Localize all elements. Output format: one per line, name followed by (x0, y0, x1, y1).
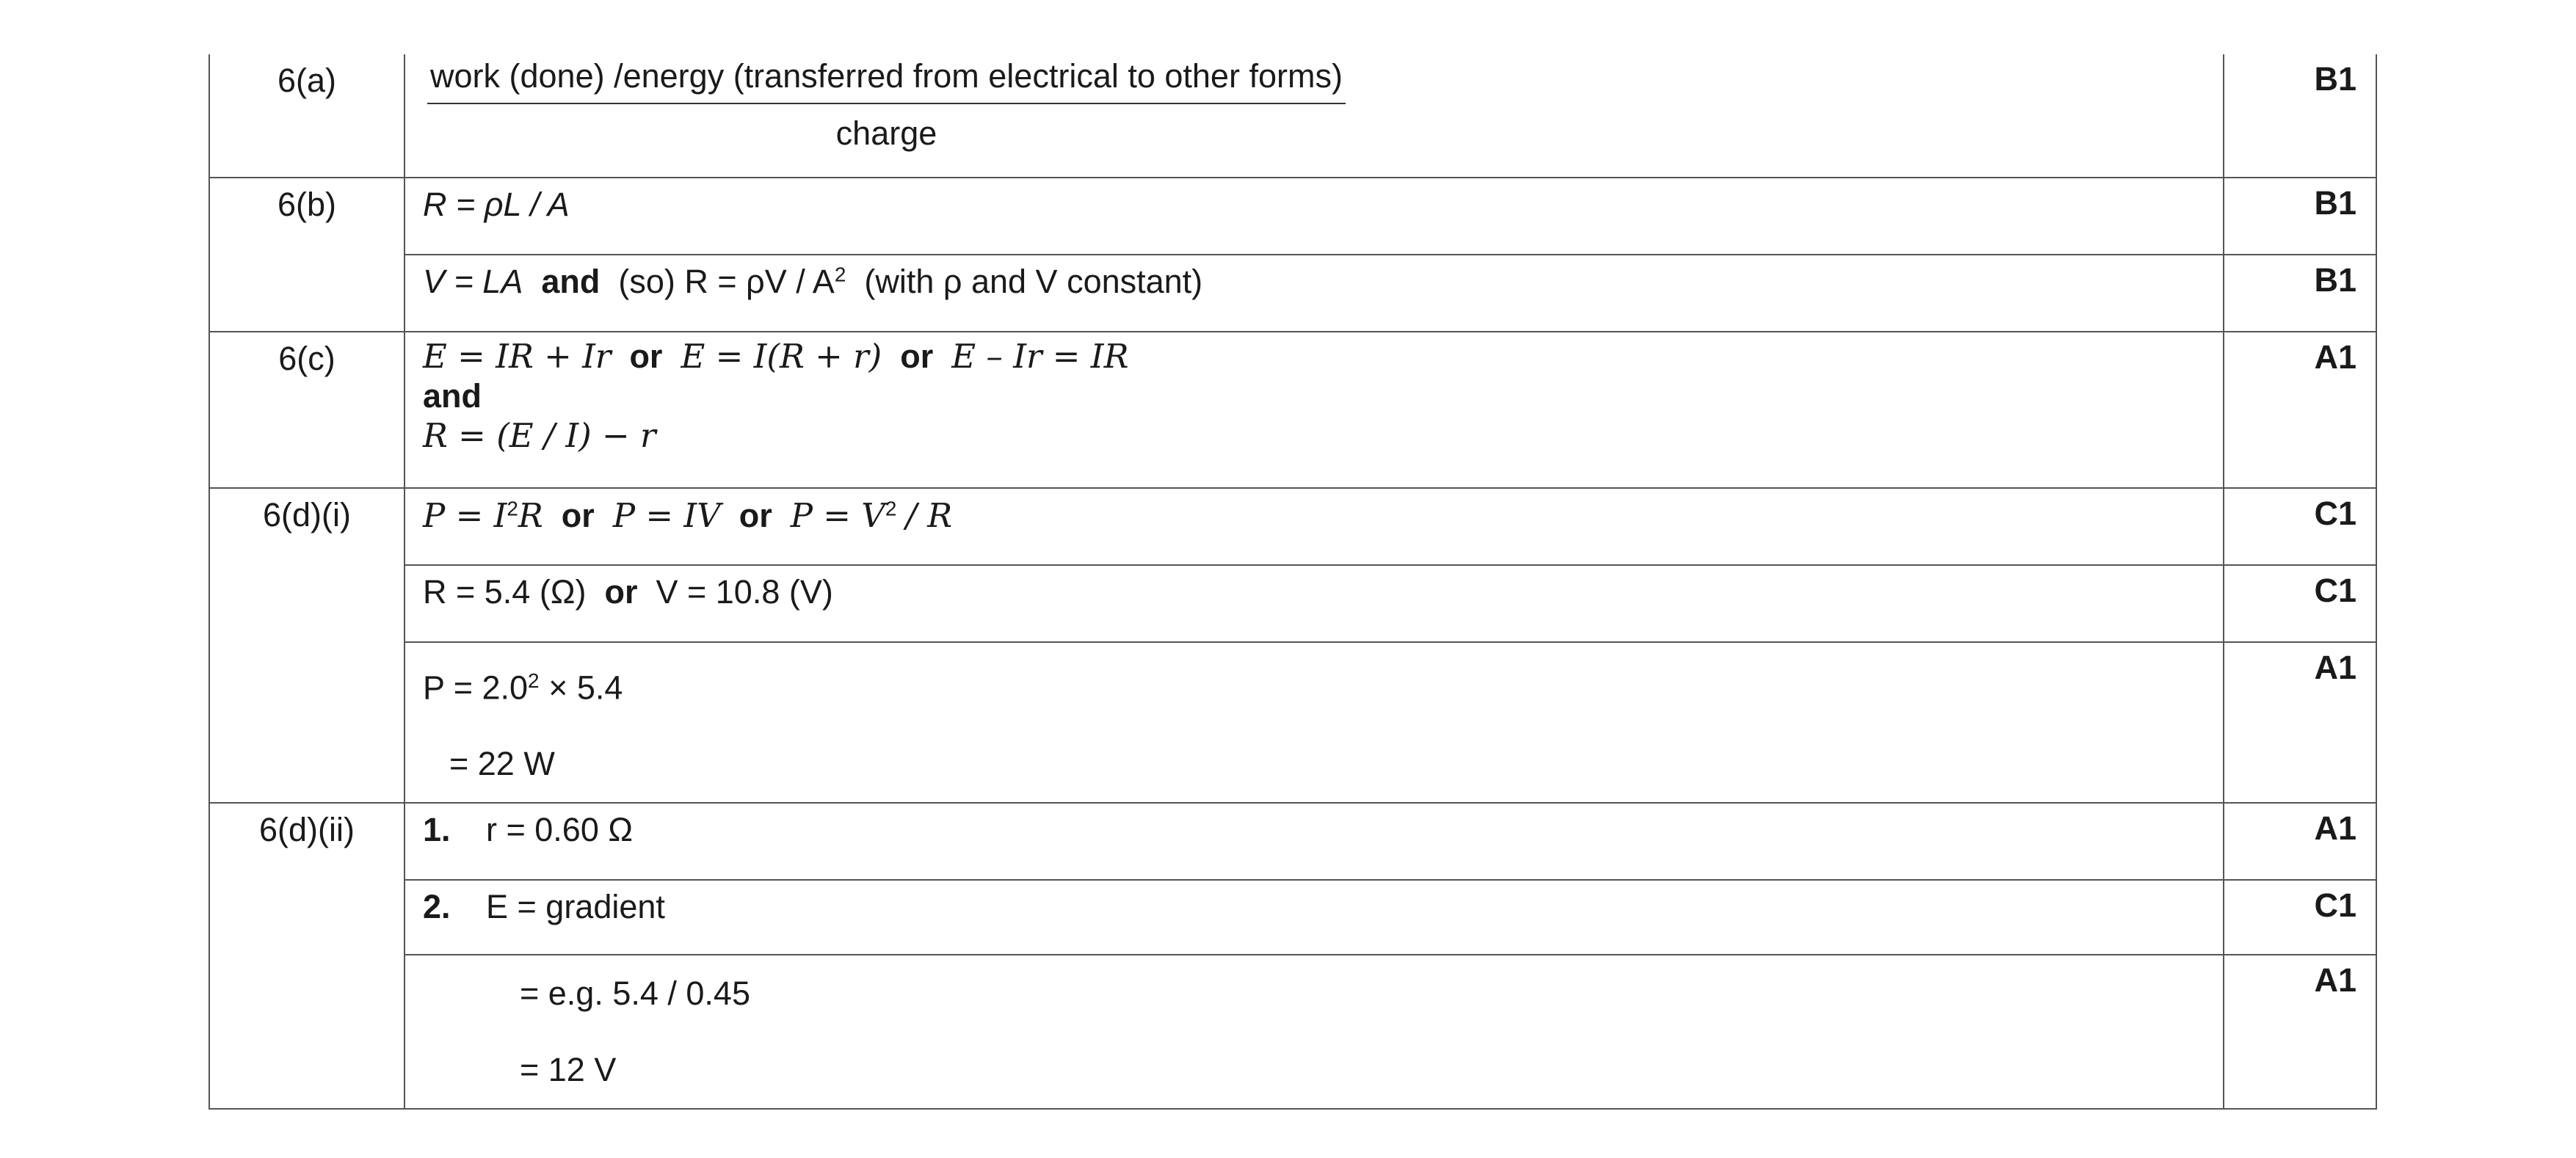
answer-cell (404, 255, 2224, 332)
answer-cell (404, 955, 2224, 1109)
question-number: 6(a) (209, 54, 404, 178)
equation: / R (905, 496, 953, 535)
table-row (209, 255, 2376, 332)
equation: R = 5.4 (Ω) (423, 573, 587, 611)
connector-and: and (423, 377, 482, 415)
table-row (209, 642, 2376, 803)
equation: P = I (423, 496, 507, 535)
table-row (209, 178, 2376, 255)
answer-text: = e.g. 5.4 / 0.45 (520, 975, 750, 1013)
mark-cell: B1 (2224, 255, 2376, 332)
equation: P = V (790, 496, 885, 535)
equation: V = 10.8 (V) (656, 573, 833, 611)
connector-and: and (541, 263, 601, 300)
connector-or: or (561, 497, 595, 534)
table-row (209, 488, 2376, 565)
answer-text: (so) R = ρV / A (618, 263, 835, 300)
question-number: 6(c) (209, 332, 404, 488)
answer-cell (404, 880, 2224, 955)
answer-text: E = gradient (486, 888, 665, 926)
superscript: 2 (834, 263, 846, 286)
superscript: 2 (528, 669, 540, 692)
table-row (209, 332, 2376, 488)
answer-cell (404, 565, 2224, 642)
equation: × 5.4 (548, 669, 623, 707)
answer-cell (404, 488, 2224, 565)
mark-cell: A1 (2224, 642, 2376, 803)
answer-cell (404, 178, 2224, 255)
mark-cell: A1 (2224, 955, 2376, 1109)
mark-cell: C1 (2224, 880, 2376, 955)
mark-cell: B1 (2224, 54, 2376, 178)
equation: P = IV (612, 496, 721, 535)
question-number: 6(d)(i) (209, 488, 404, 803)
result-text: = 12 V (520, 1051, 617, 1089)
fraction (427, 57, 1346, 153)
answer-cell (404, 54, 2224, 178)
answer-cell (404, 332, 2224, 488)
question-number: 6(d)(ii) (209, 803, 404, 1109)
answer-cell (404, 803, 2224, 880)
equation: E = IR + Ir (423, 337, 612, 376)
mark-cell: C1 (2224, 565, 2376, 642)
mark-cell: C1 (2224, 488, 2376, 565)
table-row (209, 54, 2376, 178)
equation: R = (E / I) − r (423, 416, 656, 455)
connector-or: or (604, 573, 638, 611)
answer-text: r = 0.60 Ω (486, 811, 633, 849)
table-row (209, 803, 2376, 880)
answer-text: (with ρ and V constant) (864, 263, 1203, 300)
question-number: 6(b) (209, 178, 404, 332)
mark-scheme-table (208, 54, 2377, 1110)
step-number: 1. (423, 811, 451, 849)
table-row (209, 955, 2376, 1109)
equation: E = I(R + r) (681, 337, 882, 376)
equation: R (518, 496, 543, 535)
superscript: 2 (885, 497, 897, 520)
superscript: 2 (507, 497, 518, 520)
table-row (209, 565, 2376, 642)
answer-text: R = ρL / A (423, 186, 570, 223)
mark-cell: B1 (2224, 178, 2376, 255)
equation: E – Ir = IR (951, 337, 1129, 376)
mark-cell: A1 (2224, 332, 2376, 488)
connector-or: or (900, 338, 934, 375)
table-row (209, 880, 2376, 955)
step-number: 2. (423, 888, 451, 926)
equation: P = 2.0 (423, 669, 529, 707)
connector-or: or (629, 338, 663, 375)
answer-text: V = LA (423, 263, 523, 300)
answer-cell (404, 642, 2224, 803)
mark-cell: A1 (2224, 803, 2376, 880)
result-text: = 22 W (449, 745, 555, 783)
fraction-denominator: charge (835, 114, 937, 152)
fraction-numerator: work (done) /energy (transferred from electrical to other forms) (427, 57, 1346, 104)
connector-or: or (739, 497, 772, 534)
